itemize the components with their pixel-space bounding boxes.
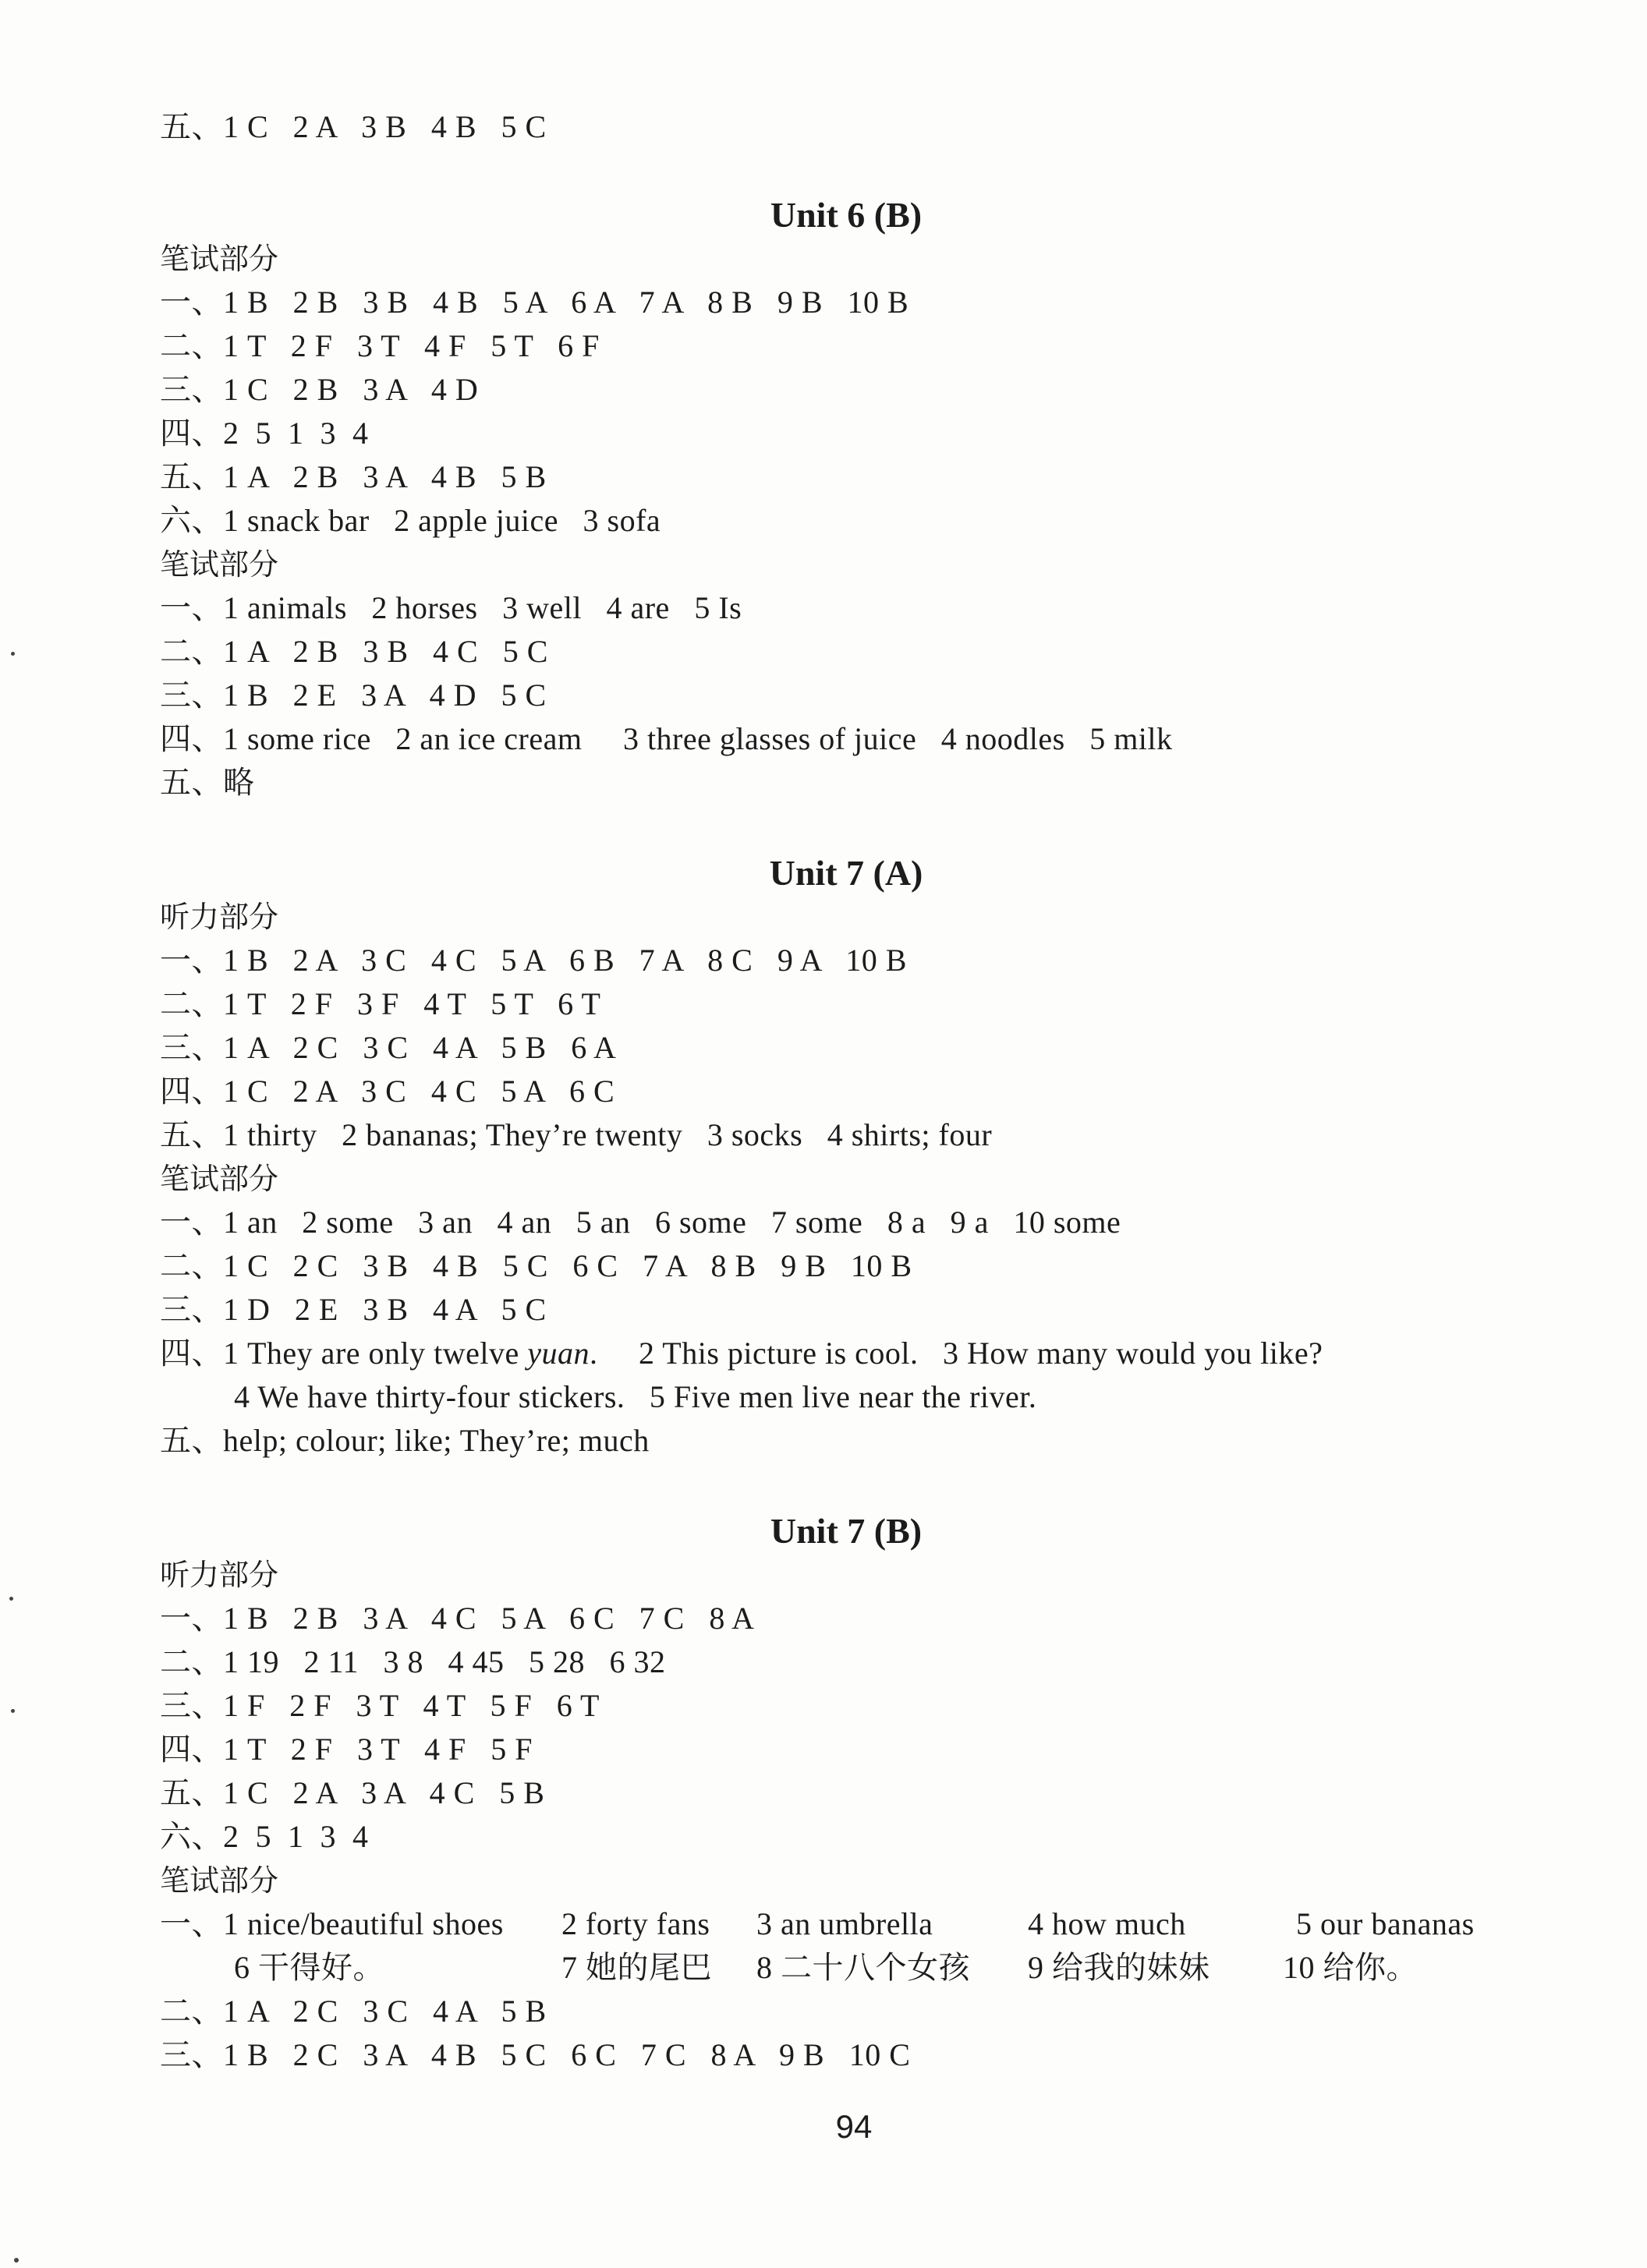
answer-line: 三、1 A 2 C 3 C 4 A 5 B 6 A [160, 1030, 617, 1065]
answer-line: 二、1 T 2 F 3 T 4 F 5 T 6 F [160, 328, 600, 363]
scan-speck [11, 1709, 15, 1713]
answer-line: 一、1 an 2 some 3 an 4 an 5 an 6 some 7 some 8 a 9 a 10 some [160, 1205, 1121, 1240]
unit-title: Unit 7 (B) [770, 1511, 923, 1551]
answer-line: 一、1 nice/beautiful shoes [160, 1906, 504, 1941]
answer-line: 二、1 A 2 B 3 B 4 C 5 C [160, 634, 548, 669]
answer-line: 五、1 C 2 A 3 A 4 C 5 B [160, 1775, 545, 1810]
answer-line: 一、1 B 2 B 3 B 4 B 5 A 6 A 7 A 8 B 9 B 10 B [160, 285, 909, 320]
page-number: 94 [835, 2108, 873, 2145]
answer-line: 四、1 some rice 2 an ice cream 3 three glasses of juice 4 noodles 5 milk [160, 721, 1173, 756]
scan-speck [9, 1597, 13, 1601]
answer-line: 7 她的尾巴 [561, 1950, 712, 1985]
answer-text: 四、1 They are only twelve [160, 1336, 528, 1371]
section-heading: 笔试部分 [160, 547, 279, 582]
section-heading: 笔试部分 [160, 1863, 279, 1898]
answer-line: 一、1 animals 2 horses 3 well 4 are 5 Is [160, 590, 742, 625]
scan-speck [11, 652, 15, 656]
section-heading: 听力部分 [160, 900, 279, 934]
answer-line: 五、help; colour; like; They’re; much [160, 1423, 650, 1458]
answer-line: 6 干得好。 [234, 1950, 384, 1985]
answer-line: 二、1 C 2 C 3 B 4 B 5 C 6 C 7 A 8 B 9 B 10 B [160, 1248, 912, 1283]
answer-line: 四、1 T 2 F 3 T 4 F 5 F [160, 1732, 533, 1767]
answer-line: 5 our bananas [1296, 1906, 1475, 1941]
section-heading: 听力部分 [160, 1558, 279, 1592]
answer-line: 三、1 B 2 E 3 A 4 D 5 C [160, 678, 547, 713]
answer-line: 一、1 B 2 B 3 A 4 C 5 A 6 C 7 C 8 A [160, 1601, 755, 1636]
answer-line: 五、略 [160, 765, 255, 800]
answer-line: 2 forty fans [561, 1906, 710, 1941]
answer-line: 一、1 B 2 A 3 C 4 C 5 A 6 B 7 A 8 C 9 A 10 B [160, 943, 907, 978]
answer-line: 二、1 T 2 F 3 F 4 T 5 T 6 T [160, 986, 601, 1021]
answer-line: 4 We have thirty-four stickers. 5 Five men live near the river. [234, 1379, 1037, 1414]
answer-line: 3 an umbrella [756, 1906, 933, 1941]
answer-line: 二、1 19 2 11 3 8 4 45 5 28 6 32 [160, 1644, 666, 1679]
answer-line: 六、2 5 1 3 4 [160, 1819, 369, 1854]
answer-line: 4 how much [1028, 1906, 1186, 1941]
italic-word: yuan [527, 1336, 590, 1371]
answer-line: 三、1 C 2 B 3 A 4 D [160, 372, 479, 407]
answer-line: 四、1 C 2 A 3 C 4 C 5 A 6 C [160, 1074, 615, 1109]
answer-line: 二、1 A 2 C 3 C 4 A 5 B [160, 1994, 547, 2029]
answer-line [160, 1332, 1323, 1375]
section-heading: 笔试部分 [160, 1162, 279, 1196]
unit-title: Unit 6 (B) [770, 195, 923, 235]
section-heading: 笔试部分 [160, 242, 279, 276]
answer-text: . 2 This picture is cool. 3 How many would you like? [590, 1336, 1323, 1371]
scan-speck [14, 2258, 19, 2263]
unit-title: Unit 7 (A) [769, 853, 923, 893]
answer-line: 五、1 A 2 B 3 A 4 B 5 B [160, 459, 547, 494]
answer-line: 9 给我的妹妹 [1028, 1950, 1210, 1985]
answer-line: 五、1 C 2 A 3 B 4 B 5 C [160, 109, 547, 144]
answer-line: 三、1 B 2 C 3 A 4 B 5 C 6 C 7 C 8 A 9 B 10 C [160, 2037, 911, 2072]
answer-line: 三、1 D 2 E 3 B 4 A 5 C [160, 1292, 547, 1327]
answer-line: 四、2 5 1 3 4 [160, 416, 369, 451]
answer-line: 六、1 snack bar 2 apple juice 3 sofa [160, 503, 661, 538]
answer-line: 三、1 F 2 F 3 T 4 T 5 F 6 T [160, 1688, 600, 1723]
answer-line: 8 二十八个女孩 [756, 1950, 970, 1985]
answer-line: 10 给你。 [1283, 1950, 1418, 1985]
answer-line: 五、1 thirty 2 bananas; They’re twenty 3 socks 4 shirts; four [160, 1117, 993, 1152]
